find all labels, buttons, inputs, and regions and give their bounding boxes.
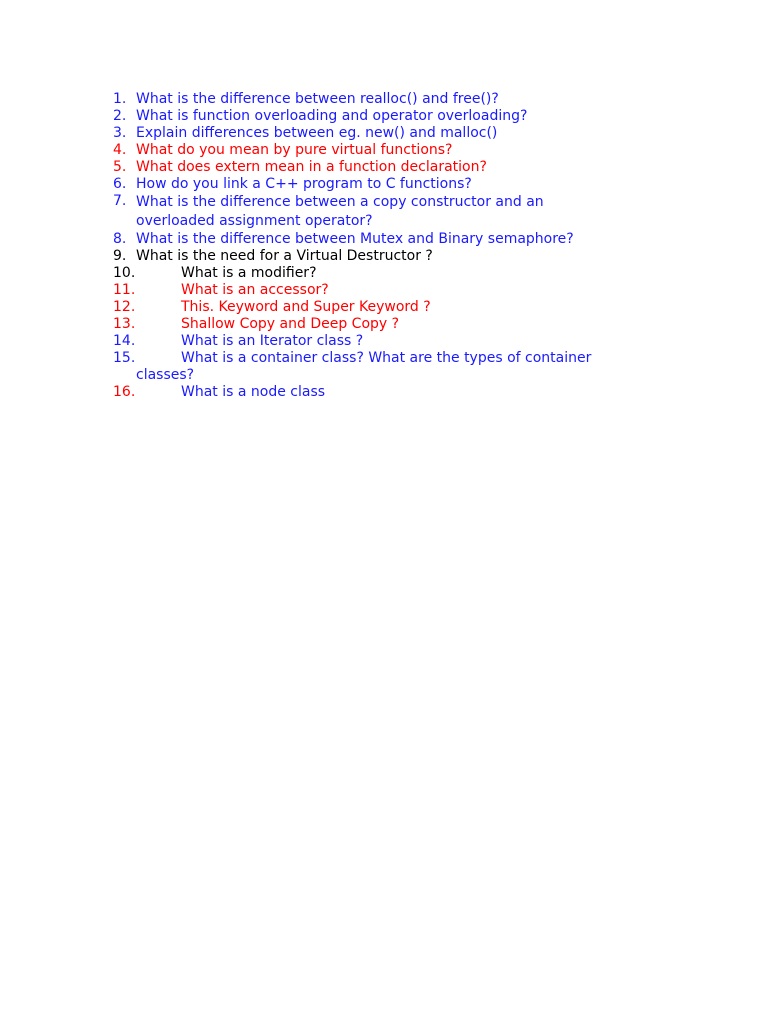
item-number: 3.	[113, 125, 127, 141]
list-item	[0, 176, 768, 193]
list-item	[0, 125, 768, 142]
item-number: 6.	[113, 176, 127, 192]
item-text	[136, 350, 768, 384]
list-item	[0, 248, 768, 265]
item-text: This. Keyword and Super Keyword ?	[181, 299, 431, 315]
list-item	[0, 282, 768, 299]
list-item	[0, 333, 768, 350]
list-item	[0, 91, 768, 108]
item-text: What is an accessor?	[181, 282, 329, 298]
item-number: 5.	[113, 159, 127, 175]
item-number: 1.	[113, 91, 127, 107]
item-text: What is the difference between realloc() and free()?	[136, 91, 499, 107]
item-text: Explain differences between eg. new() and malloc()	[136, 125, 498, 141]
item-text: How do you link a C++ program to C functions?	[136, 176, 472, 192]
item-number: 16.	[113, 384, 136, 400]
item-text: What is the difference between a copy constructor and an overloaded assignment operator?	[136, 194, 544, 229]
item-text-line: What is a container class? What are the types of container	[181, 350, 592, 366]
item-text: What is the need for a Virtual Destructor ?	[136, 248, 433, 264]
item-text: Shallow Copy and Deep Copy ?	[181, 316, 400, 332]
item-text-continuation: classes?	[136, 367, 195, 383]
item-text: What does extern mean in a function declaration?	[136, 159, 487, 175]
list-item	[0, 384, 768, 401]
list-item	[0, 231, 768, 248]
list-item	[0, 142, 768, 159]
item-number: 8.	[113, 231, 127, 247]
item-number: 10.	[113, 265, 136, 281]
item-text: What is function overloading and operator overloading?	[136, 108, 528, 124]
item-number: 12.	[113, 299, 136, 315]
list-item	[0, 265, 768, 282]
list-item	[0, 299, 768, 316]
item-text: What is a modifier?	[181, 265, 317, 281]
item-number: 11.	[113, 282, 136, 298]
list-item	[0, 108, 768, 125]
item-number: 13.	[113, 316, 136, 332]
list-item	[0, 316, 768, 333]
item-number: 14.	[113, 333, 136, 349]
list-item	[0, 350, 768, 384]
item-text: What is a node class	[181, 384, 326, 400]
item-text: What is an Iterator class ?	[181, 333, 364, 349]
item-text: What is the difference between Mutex and Binary semaphore?	[136, 231, 574, 247]
item-text: What do you mean by pure virtual functions?	[136, 142, 453, 158]
question-list	[0, 91, 768, 401]
item-number: 2.	[113, 108, 127, 124]
item-number: 9.	[113, 248, 127, 264]
list-item	[0, 193, 768, 231]
list-item	[0, 159, 768, 176]
item-number: 7.	[113, 193, 127, 209]
item-number: 4.	[113, 142, 127, 158]
item-number: 15.	[113, 350, 136, 366]
